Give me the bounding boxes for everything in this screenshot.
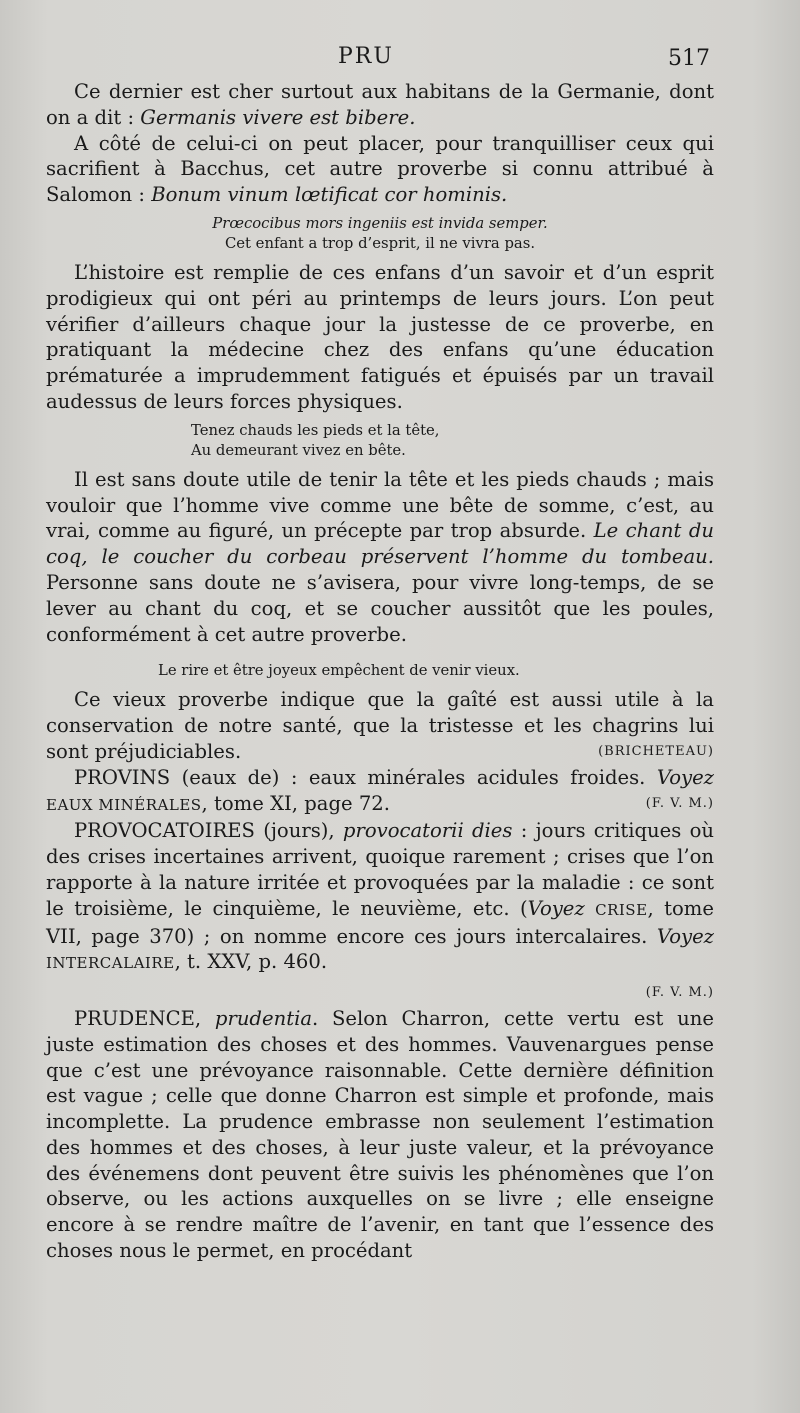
page-body [46, 79, 714, 1264]
entry-provins [46, 765, 714, 819]
entry-text: , tome VII, page 370) ; on nomme encore ces jours intercalaires. [46, 896, 714, 948]
paragraph-tete-pieds [46, 467, 714, 648]
paragraph-text: Ce vieux proverbe indique que la gaîté est aussi utile à la conservation de notre santé, que la tristesse et les chagrins lui sont préjudiciables. [46, 688, 714, 763]
signature-line [46, 977, 714, 1006]
entry-text: , [194, 1006, 215, 1030]
paragraph-text: Personne sans doute ne s’avisera, pour vivre long-temps, de se lever au chant du coq, et se coucher aussitôt que les poules, conformément à cet autre proverbe. [46, 570, 714, 646]
page-number: 517 [668, 46, 710, 71]
proverb-italic: Le chant du coq, le coucher du corbeau préservent l’homme du tombeau. [46, 519, 714, 569]
latin-proverb: Bonum vinum lœtificat cor hominis. [151, 183, 508, 207]
verse-line: Prœcocibus mors ingeniis est invida semper. [212, 214, 548, 232]
verse-precocibus [46, 214, 714, 254]
voyez-label: Voyez [656, 924, 714, 948]
latin-proverb: Germanis vivere est bibere. [140, 105, 416, 129]
paragraph-text: Il est sans doute utile de tenir la tête et les pieds chauds ; mais vouloir que l’homme vive comme une bête de somme, c’est, au vrai, comme au figuré, un précepte par trop absurde. [46, 467, 714, 543]
paragraph-germanie [46, 79, 714, 131]
entry-headword: PRUDENCE [74, 1006, 195, 1030]
author-signature: (F. V. M.) [645, 985, 714, 1001]
entry-headword: PROVOCATOIRES [74, 819, 255, 843]
paragraph-enfans: L’histoire est remplie de ces enfans d’un savoir et d’un esprit prodigieux qui ont péri au printemps de leurs jours. L’on peut vérifier d’ailleurs chaque jour la justesse de ce proverbe, en pratiquant la médecine chez des enfans qu’une éducation prématurée a imprudemment fatigués et épuisés par un travail audessus de leurs forces physiques. [46, 260, 714, 413]
verse-line: Cet enfant a trop d’esprit, il ne vivra pas. [224, 234, 536, 252]
verse-line: Tenez chauds les pieds et la tête, [191, 421, 440, 439]
author-signature: (F. V. M.) [645, 795, 714, 811]
entry-text: , t. XXV, p. 460. [174, 950, 328, 974]
entry-prudence [46, 1006, 714, 1264]
paragraph-text: A côté de celui-ci on peut placer, pour tranquilliser ceux qui sacrifient à Bacchus, cet autre proverbe si connu attribué à Salomon : [46, 131, 714, 207]
entry-provocatoires [46, 818, 714, 977]
author-signature: (BRICHETEAU) [598, 743, 714, 759]
entry-text: (eaux de) : eaux minérales acidules froides. [170, 765, 657, 789]
entry-text: . Selon Charron, cette vertu est une juste estimation des choses et des hommes. Vauvenargues pense que c’est une prévoyance raisonnable. Cette dernière définition est vague ; celle que donne Charron est simple et profonde, mais incomplette. La prudence embrasse non seulement l’estimation des hommes et des choses, à leur juste valeur, et la prévoyance des événemens dont peuvent être suivis les phénomènes que l’on observe, ou les actions auxquelles on se livre ; elle enseigne encore à se rendre maître de l’avenir, en tant que l’essence des choses nous le permet, en procédant [46, 1006, 714, 1263]
paragraph-text: Ce dernier est cher surtout aux habitans de la Germanie, dont on a dit : [46, 80, 714, 129]
latin-term: prudentia [214, 1006, 313, 1030]
entry-headword: PROVINS [74, 765, 171, 789]
paragraph-salomon [46, 131, 714, 208]
voyez-label: Voyez [656, 765, 714, 789]
header-title: PRU [338, 44, 394, 69]
entry-text: (jours), [254, 819, 343, 843]
verse-tenez [46, 421, 714, 461]
paragraph-gaite [46, 687, 714, 764]
cross-reference: EAUX MINÉRALES [46, 795, 202, 814]
latin-term: provocatorii dies [342, 819, 513, 843]
running-header [0, 44, 800, 74]
cross-reference: CRISE [595, 900, 648, 919]
voyez-label: Voyez [527, 896, 585, 920]
verse-line: Au demeurant vivez en bête. [191, 441, 406, 459]
entry-text: , tome XI, page 72. [201, 791, 390, 815]
entry-text: : jours critiques où des crises incertaines arrivent, quoique rarement ; crises que l’on rapporte à la nature irritée et provoquées par la maladie : ce sont le troisième, le cinquième, le neuvième, etc. ( [46, 819, 714, 920]
cross-reference: INTERCALAIRE [46, 954, 175, 973]
proverb-rire: Le rire et être joyeux empêchent de venir vieux. [158, 662, 520, 680]
